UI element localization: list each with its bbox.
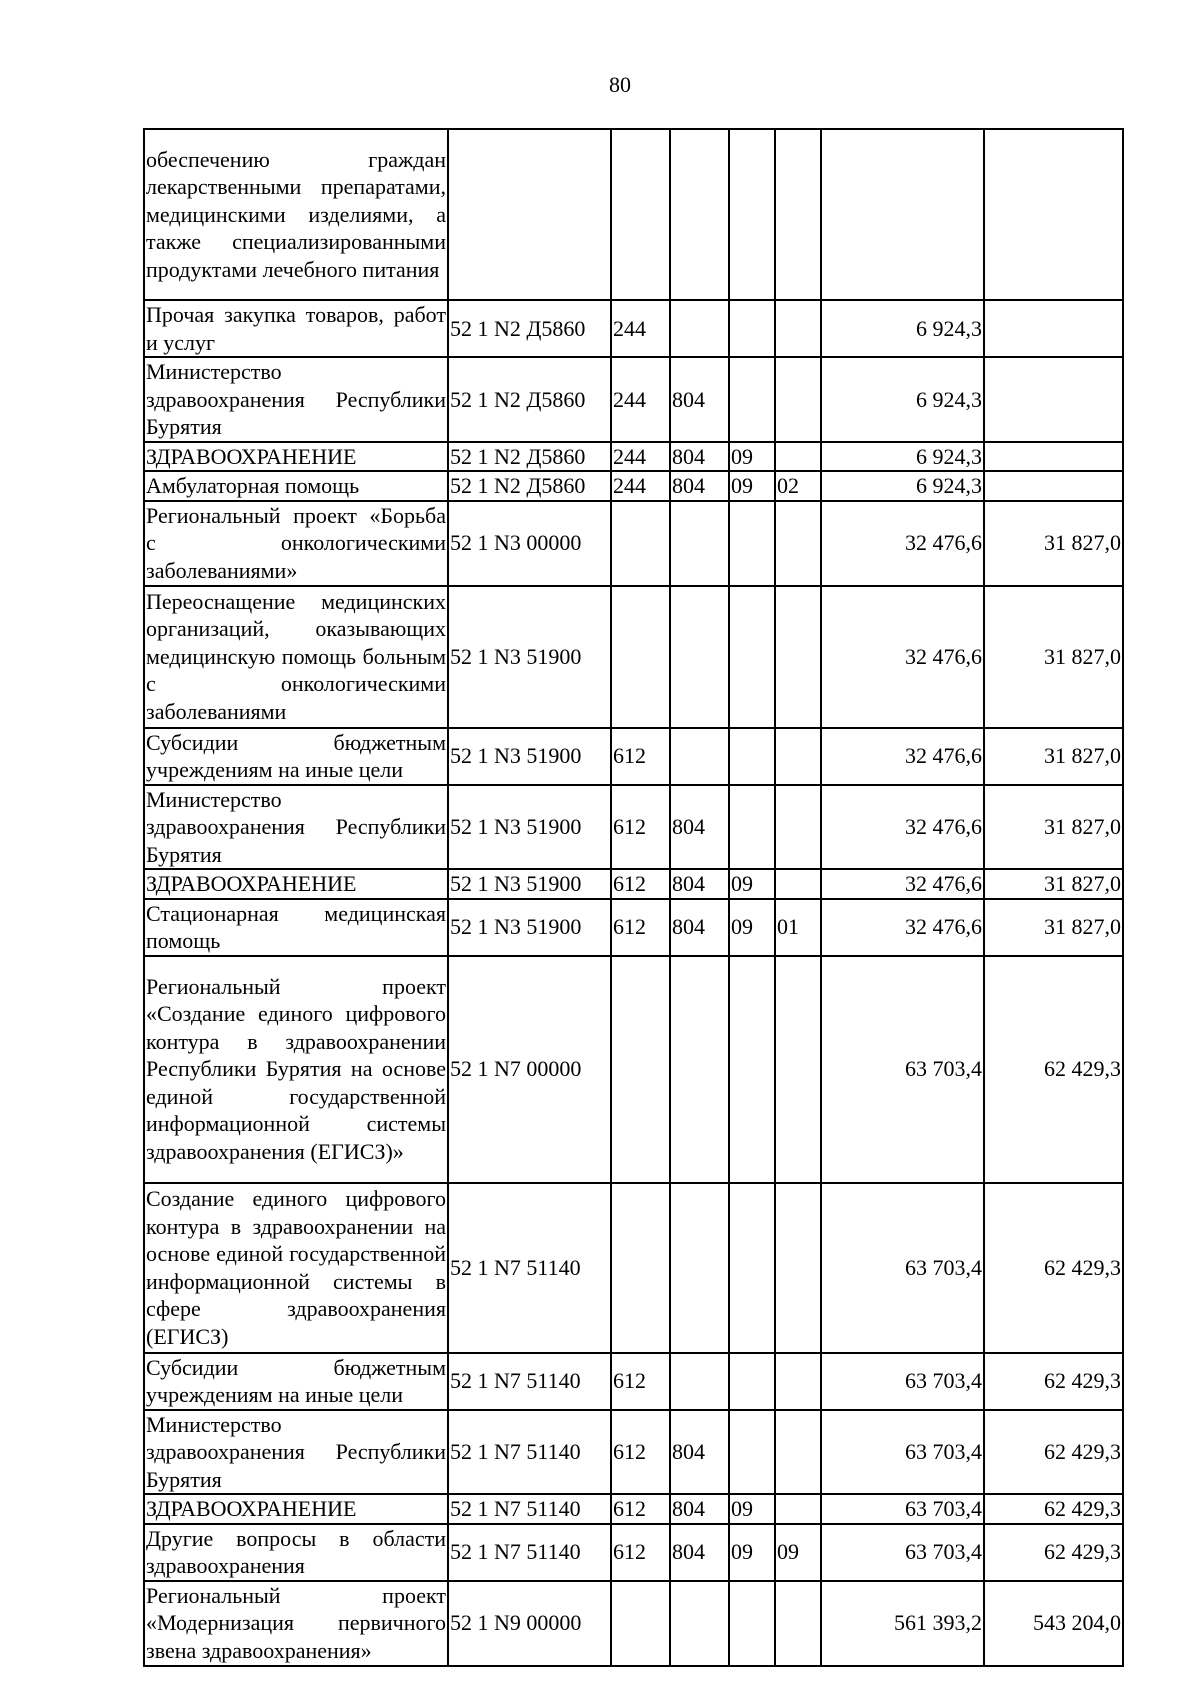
cell-target-article: 52 1 N7 51140 — [448, 1494, 611, 1524]
cell-name: Создание единого цифрового контура в здравоохранении на основе единой государственной информационной системы в сфере здравоохранения (ЕГИСЗ) — [144, 1183, 448, 1353]
cell-target-article: 52 1 N3 51900 — [448, 586, 611, 728]
cell-section — [729, 1581, 775, 1666]
cell-sum-year-1: 32 476,6 — [821, 899, 984, 956]
cell-expense-type: 612 — [611, 1353, 670, 1410]
cell-sum-year-1: 6 924,3 — [821, 442, 984, 472]
cell-administrator — [670, 300, 729, 357]
cell-section — [729, 956, 775, 1183]
cell-sum-year-1: 32 476,6 — [821, 501, 984, 586]
cell-sum-year-1: 63 703,4 — [821, 1410, 984, 1495]
cell-expense-type: 612 — [611, 728, 670, 785]
cell-subsection — [775, 501, 821, 586]
table-row — [144, 1410, 1123, 1495]
cell-section: 09 — [729, 471, 775, 501]
table-row — [144, 357, 1123, 442]
cell-expense-type — [611, 501, 670, 586]
cell-subsection — [775, 129, 821, 300]
cell-subsection — [775, 785, 821, 870]
cell-section — [729, 300, 775, 357]
cell-section: 09 — [729, 1494, 775, 1524]
cell-sum-year-2: 31 827,0 — [984, 728, 1123, 785]
cell-sum-year-2: 62 429,3 — [984, 1183, 1123, 1353]
cell-expense-type: 244 — [611, 300, 670, 357]
cell-subsection: 02 — [775, 471, 821, 501]
cell-section — [729, 785, 775, 870]
cell-target-article: 52 1 N3 51900 — [448, 785, 611, 870]
table-row — [144, 869, 1123, 899]
cell-expense-type — [611, 586, 670, 728]
cell-administrator: 804 — [670, 899, 729, 956]
cell-sum-year-1: 561 393,2 — [821, 1581, 984, 1666]
cell-sum-year-1: 63 703,4 — [821, 956, 984, 1183]
cell-target-article: 52 1 N2 Д5860 — [448, 471, 611, 501]
cell-administrator: 804 — [670, 785, 729, 870]
cell-sum-year-2: 62 429,3 — [984, 1494, 1123, 1524]
cell-section: 09 — [729, 899, 775, 956]
cell-sum-year-1: 63 703,4 — [821, 1183, 984, 1353]
cell-name: Министерство здравоохранения Республики Бурятия — [144, 785, 448, 870]
cell-sum-year-2: 31 827,0 — [984, 899, 1123, 956]
table-row — [144, 956, 1123, 1183]
cell-sum-year-2: 62 429,3 — [984, 956, 1123, 1183]
cell-subsection — [775, 357, 821, 442]
cell-target-article: 52 1 N2 Д5860 — [448, 442, 611, 472]
table-row — [144, 1183, 1123, 1353]
cell-expense-type: 612 — [611, 1410, 670, 1495]
cell-expense-type — [611, 1581, 670, 1666]
cell-expense-type: 244 — [611, 357, 670, 442]
cell-administrator — [670, 956, 729, 1183]
table-row — [144, 785, 1123, 870]
cell-sum-year-2: 543 204,0 — [984, 1581, 1123, 1666]
cell-target-article: 52 1 N7 51140 — [448, 1524, 611, 1581]
cell-expense-type: 612 — [611, 869, 670, 899]
cell-target-article — [448, 129, 611, 300]
cell-name: ЗДРАВООХРАНЕНИЕ — [144, 869, 448, 899]
cell-administrator — [670, 1581, 729, 1666]
table-row — [144, 442, 1123, 472]
cell-sum-year-1: 6 924,3 — [821, 471, 984, 501]
cell-name: Стационарная медицинская помощь — [144, 899, 448, 956]
cell-name: Министерство здравоохранения Республики Бурятия — [144, 1410, 448, 1495]
cell-subsection — [775, 956, 821, 1183]
cell-name: обеспечению граждан лекарственными препаратами, медицинскими изделиями, а также специализированными продуктами лечебного питания — [144, 129, 448, 300]
cell-target-article: 52 1 N9 00000 — [448, 1581, 611, 1666]
cell-target-article: 52 1 N7 51140 — [448, 1183, 611, 1353]
cell-expense-type — [611, 1183, 670, 1353]
cell-target-article: 52 1 N2 Д5860 — [448, 300, 611, 357]
table-row — [144, 1524, 1123, 1581]
cell-expense-type: 244 — [611, 471, 670, 501]
cell-name: Другие вопросы в области здравоохранения — [144, 1524, 448, 1581]
cell-administrator: 804 — [670, 357, 729, 442]
cell-administrator — [670, 1353, 729, 1410]
cell-expense-type: 244 — [611, 442, 670, 472]
cell-administrator — [670, 129, 729, 300]
cell-sum-year-1: 32 476,6 — [821, 869, 984, 899]
cell-sum-year-2: 62 429,3 — [984, 1524, 1123, 1581]
cell-sum-year-1: 6 924,3 — [821, 357, 984, 442]
cell-sum-year-1 — [821, 129, 984, 300]
cell-administrator: 804 — [670, 869, 729, 899]
cell-expense-type: 612 — [611, 1494, 670, 1524]
cell-expense-type — [611, 956, 670, 1183]
cell-subsection — [775, 1494, 821, 1524]
cell-name: ЗДРАВООХРАНЕНИЕ — [144, 442, 448, 472]
cell-name: Региональный проект «Модернизация первичного звена здравоохранения» — [144, 1581, 448, 1666]
cell-subsection — [775, 1353, 821, 1410]
table-row — [144, 1494, 1123, 1524]
cell-subsection — [775, 1410, 821, 1495]
cell-sum-year-2: 62 429,3 — [984, 1353, 1123, 1410]
cell-section: 09 — [729, 1524, 775, 1581]
cell-sum-year-1: 32 476,6 — [821, 586, 984, 728]
cell-expense-type: 612 — [611, 785, 670, 870]
cell-sum-year-2: 31 827,0 — [984, 785, 1123, 870]
table-row — [144, 1581, 1123, 1666]
cell-sum-year-1: 32 476,6 — [821, 728, 984, 785]
cell-target-article: 52 1 N7 51140 — [448, 1410, 611, 1495]
cell-subsection — [775, 586, 821, 728]
cell-sum-year-1: 63 703,4 — [821, 1524, 984, 1581]
cell-name: Региональный проект «Борьба с онкологическими заболеваниями» — [144, 501, 448, 586]
cell-administrator: 804 — [670, 442, 729, 472]
cell-section: 09 — [729, 442, 775, 472]
table-row — [144, 471, 1123, 501]
cell-name: ЗДРАВООХРАНЕНИЕ — [144, 1494, 448, 1524]
cell-sum-year-2: 31 827,0 — [984, 869, 1123, 899]
cell-target-article: 52 1 N7 51140 — [448, 1353, 611, 1410]
cell-expense-type: 612 — [611, 1524, 670, 1581]
cell-name: Министерство здравоохранения Республики Бурятия — [144, 357, 448, 442]
cell-subsection: 09 — [775, 1524, 821, 1581]
cell-administrator: 804 — [670, 1524, 729, 1581]
table-row — [144, 501, 1123, 586]
cell-name: Амбулаторная помощь — [144, 471, 448, 501]
page-number: 80 — [609, 72, 631, 97]
cell-administrator — [670, 501, 729, 586]
cell-target-article: 52 1 N3 51900 — [448, 869, 611, 899]
table-row — [144, 586, 1123, 728]
cell-target-article: 52 1 N3 51900 — [448, 899, 611, 956]
cell-expense-type — [611, 129, 670, 300]
cell-section — [729, 1183, 775, 1353]
cell-sum-year-2 — [984, 300, 1123, 357]
table-row — [144, 1353, 1123, 1410]
cell-administrator — [670, 728, 729, 785]
cell-administrator: 804 — [670, 471, 729, 501]
cell-sum-year-1: 63 703,4 — [821, 1494, 984, 1524]
cell-section: 09 — [729, 869, 775, 899]
cell-subsection — [775, 728, 821, 785]
cell-administrator: 804 — [670, 1494, 729, 1524]
cell-sum-year-2: 31 827,0 — [984, 586, 1123, 728]
cell-sum-year-2: 31 827,0 — [984, 501, 1123, 586]
cell-section — [729, 129, 775, 300]
cell-target-article: 52 1 N7 00000 — [448, 956, 611, 1183]
cell-name: Субсидии бюджетным учреждениям на иные цели — [144, 1353, 448, 1410]
cell-administrator — [670, 586, 729, 728]
cell-section — [729, 1353, 775, 1410]
cell-subsection — [775, 442, 821, 472]
cell-name: Прочая закупка товаров, работ и услуг — [144, 300, 448, 357]
cell-subsection — [775, 869, 821, 899]
cell-subsection — [775, 1183, 821, 1353]
cell-section — [729, 728, 775, 785]
budget-table — [143, 128, 1124, 1667]
cell-sum-year-2 — [984, 442, 1123, 472]
cell-sum-year-1: 6 924,3 — [821, 300, 984, 357]
table-row — [144, 899, 1123, 956]
cell-sum-year-2 — [984, 129, 1123, 300]
cell-section — [729, 1410, 775, 1495]
cell-target-article: 52 1 N2 Д5860 — [448, 357, 611, 442]
table-body — [144, 129, 1123, 1666]
cell-target-article: 52 1 N3 51900 — [448, 728, 611, 785]
cell-section — [729, 586, 775, 728]
cell-section — [729, 357, 775, 442]
cell-subsection — [775, 300, 821, 357]
cell-name: Региональный проект «Создание единого цифрового контура в здравоохранении Республики Бурятия на основе единой государственной информационной системы здравоохранения (ЕГИСЗ)» — [144, 956, 448, 1183]
cell-expense-type: 612 — [611, 899, 670, 956]
cell-target-article: 52 1 N3 00000 — [448, 501, 611, 586]
cell-administrator: 804 — [670, 1410, 729, 1495]
cell-name: Переоснащение медицинских организаций, оказывающих медицинскую помощь больным с онкологическими заболеваниями — [144, 586, 448, 728]
cell-sum-year-1: 63 703,4 — [821, 1353, 984, 1410]
cell-sum-year-2 — [984, 357, 1123, 442]
cell-subsection — [775, 1581, 821, 1666]
cell-sum-year-1: 32 476,6 — [821, 785, 984, 870]
table-row — [144, 728, 1123, 785]
cell-section — [729, 501, 775, 586]
cell-sum-year-2 — [984, 471, 1123, 501]
table-row — [144, 129, 1123, 300]
cell-subsection: 01 — [775, 899, 821, 956]
cell-sum-year-2: 62 429,3 — [984, 1410, 1123, 1495]
cell-administrator — [670, 1183, 729, 1353]
cell-name: Субсидии бюджетным учреждениям на иные цели — [144, 728, 448, 785]
table-row — [144, 300, 1123, 357]
